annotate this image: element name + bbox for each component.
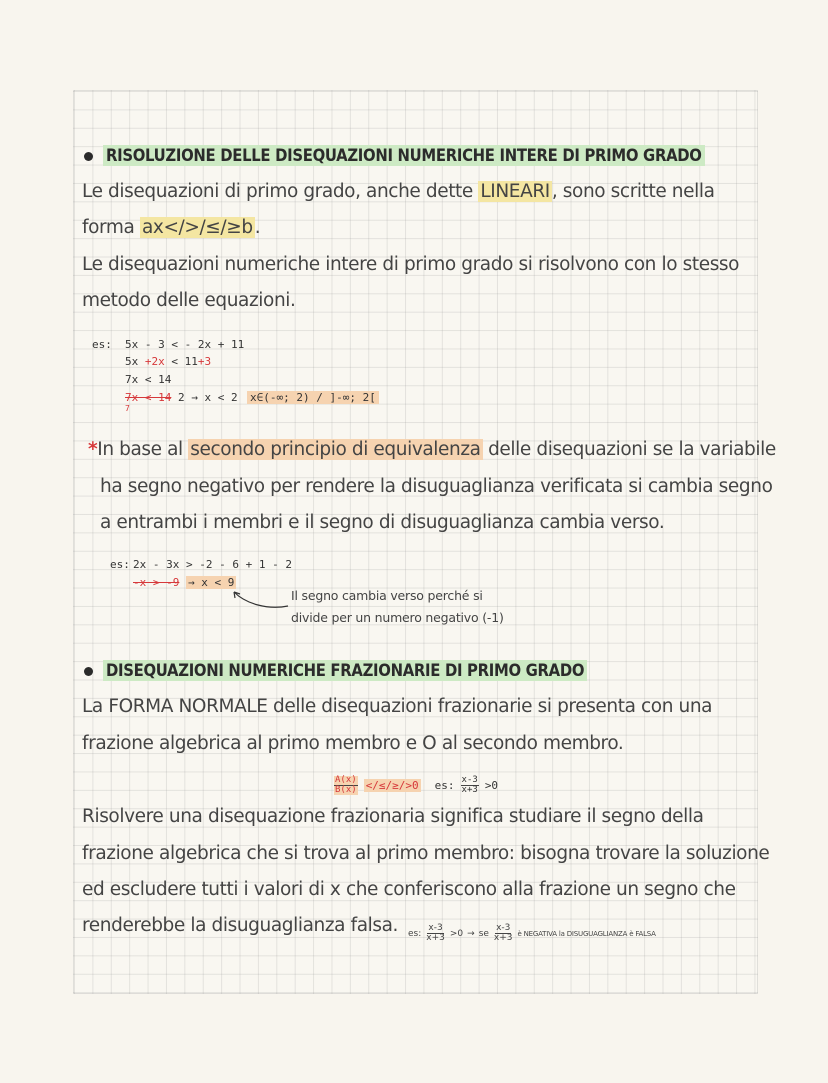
example1-label: es: [92, 338, 112, 351]
cancelled-term: -x > -9 [133, 576, 180, 589]
principle-line2: ha segno negativo per rendere la disuguaglianza verificata si cambia segno [100, 476, 773, 497]
example1-solution: x∈(-∞; 2) / ]-∞; 2[ [247, 391, 379, 404]
text-segment: , sono scritte nella [551, 181, 715, 202]
text-segment: In base al [97, 439, 189, 460]
highlight-lineari: LINEARI [480, 181, 550, 202]
example1-step4 [125, 391, 238, 404]
fraction-numerator: A(x) [335, 775, 357, 785]
section2-title: DISEQUAZIONI NUMERICHE FRAZIONARIE DI PRIMO GRADO [103, 660, 587, 681]
text-segment: Le disequazioni di primo grado, anche dette [82, 181, 479, 202]
red-term: +2x [144, 355, 165, 368]
bullet-icon [84, 152, 93, 161]
section2-line5: ed escludere tutti i valori di x che conferiscono alla frazione un segno che [82, 879, 736, 900]
example1-step2 [125, 355, 211, 368]
bullet-icon [84, 667, 93, 676]
principle-line3: a entrambi i membri e il segno di disuguaglianza cambia verso. [100, 512, 665, 533]
example2-step2 [133, 576, 236, 589]
highlight-principle: secondo principio di equivalenza [190, 439, 481, 460]
relation-symbol: >0 [484, 779, 499, 792]
example-label: es: [434, 779, 455, 792]
text-segment: 2 → x < 2 [177, 391, 238, 404]
example1-denominator: 7 [125, 404, 130, 413]
example3 [408, 924, 656, 943]
section2-line6: renderebbe la disuguaglianza falsa. [82, 915, 399, 936]
text-segment: < 11 [164, 355, 198, 368]
asterisk-icon: * [88, 439, 98, 460]
fraction-denominator: x+3 [493, 933, 513, 943]
section1-heading [84, 146, 705, 165]
section1-line3: Le disequazioni numeriche intere di primo grado si risolvono con lo stesso [82, 254, 740, 275]
arrow-right-icon: → [467, 928, 475, 939]
fraction-denominator: x+3 [461, 785, 478, 795]
relation-symbol: >0 [449, 928, 464, 939]
text-segment: delle disequazioni se la variabile [482, 439, 776, 460]
example3-note: è NEGATIVA la DISUGUAGLIANZA è FALSA [517, 929, 656, 938]
section1-line1 [82, 181, 715, 202]
result-term: → x < 9 [187, 576, 235, 589]
principle-line1 [88, 439, 776, 460]
cancelled-term: 7x < 14 [125, 391, 172, 404]
section2-line4: frazione algebrica che si trova al primo membro: bisogna trovare la soluzione [82, 843, 770, 864]
normal-form-formula [334, 776, 498, 795]
section1-line4: metodo delle equazioni. [82, 290, 296, 311]
example2-note1: Il segno cambia verso perché si [291, 588, 483, 603]
section1-line2 [82, 217, 260, 238]
section2-line3: Risolvere una disequazione frazionaria significa studiare il segno della [82, 806, 704, 827]
example3-fraction [425, 924, 446, 943]
fraction-numerator: x-3 [496, 923, 511, 933]
example-fraction [461, 776, 479, 795]
text-segment: . [254, 217, 261, 238]
fraction-denominator: x+3 [426, 933, 445, 943]
example3-fraction-2 [493, 924, 514, 943]
red-term: +3 [197, 355, 212, 368]
example2-step1: 2x - 3x > -2 - 6 + 1 - 2 [133, 558, 292, 571]
section2-line1: La FORMA NORMALE delle disequazioni frazionarie si presenta con una [82, 696, 713, 717]
relation-symbols: </≤/≥/>0 [365, 779, 419, 792]
text-segment: forma [82, 217, 140, 238]
fraction-numerator: x-3 [461, 775, 478, 785]
text-segment: 5x [125, 355, 145, 368]
section1-title: RISOLUZIONE DELLE DISEQUAZIONI NUMERICHE INTERE DI PRIMO GRADO [103, 145, 705, 166]
example2-label: es: [110, 558, 130, 571]
section2-heading [84, 661, 587, 680]
fraction-numerator: x-3 [428, 923, 443, 933]
example1-step3: 7x < 14 [125, 373, 172, 386]
highlight-form: ax</>/≤/≥b [141, 217, 253, 238]
section2-line2: frazione algebrica al primo membro e O al secondo membro. [82, 733, 624, 754]
example2-note2: divide per un numero negativo (-1) [291, 610, 504, 625]
example-label: es: [408, 928, 422, 939]
fraction-denominator: B(x) [335, 785, 357, 795]
condition-word: se [478, 928, 489, 939]
example1-step1: 5x - 3 < - 2x + 11 [125, 338, 245, 351]
normal-form-fraction [334, 776, 358, 795]
curved-arrow-icon [228, 588, 290, 610]
